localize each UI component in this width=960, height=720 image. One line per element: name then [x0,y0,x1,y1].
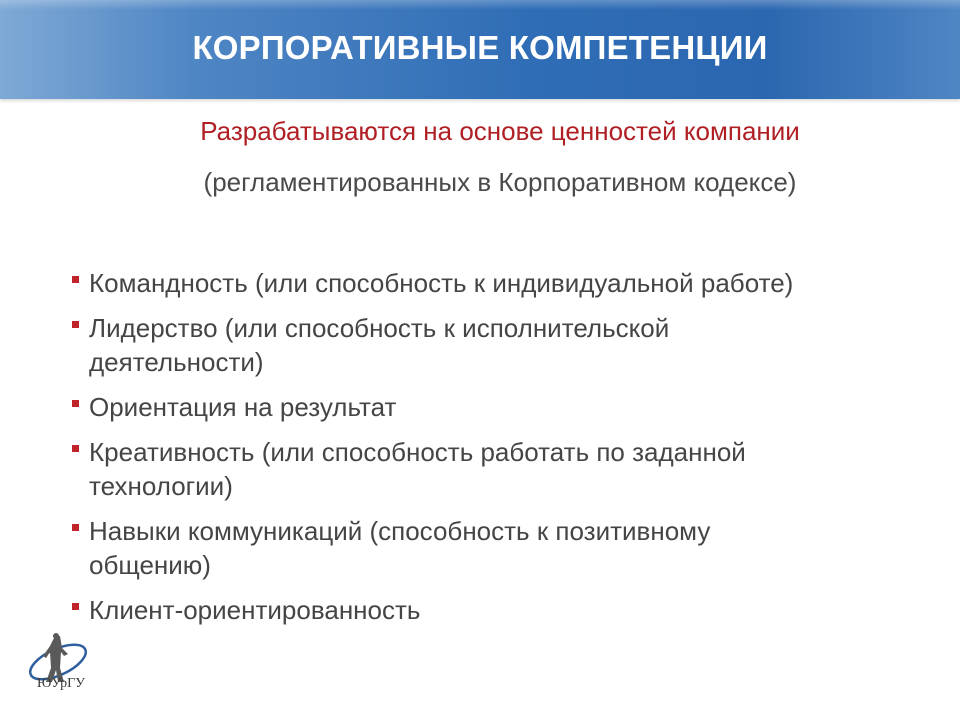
competency-item [70,266,930,300]
subtitle-line-1: Разрабатываются на основе ценностей компании [200,116,800,146]
subtitle-line-2: (регламентированных в Корпоративном кодексе) [203,167,797,197]
title-bar [0,0,960,99]
competency-text-line-2: общению) [89,550,211,580]
slide-title: КОРПОРАТИВНЫЕ КОМПЕТЕНЦИИ [192,29,768,66]
competency-item [70,435,930,503]
bullet-square-icon [72,524,79,531]
competency-text-line-1: Ориентация на результат [89,392,397,422]
competency-list [70,266,930,638]
competency-text-line-1: Креативность (или способность работать по заданной [89,437,746,467]
bullet-square-icon [72,276,79,283]
competency-text-line-1: Командность (или способность к индивидуальной работе) [89,268,794,298]
logo-text: ЮУрГУ [37,676,86,691]
competency-item [70,390,930,424]
competency-text-line-2: технологии) [89,471,233,501]
competency-text-line-1: Клиент-ориентированность [89,595,421,625]
competency-text-line-1: Навыки коммуникаций (способность к позитивному [89,516,711,546]
competency-text-line-2: деятельности) [89,347,264,377]
competency-item [70,593,930,627]
bullet-square-icon [72,321,79,328]
competency-item [70,311,930,379]
bullet-square-icon [72,603,79,610]
bullet-square-icon [72,400,79,407]
competency-text-line-1: Лидерство (или способность к исполнительской [89,313,670,343]
competency-item [70,514,930,582]
bullet-square-icon [72,445,79,452]
